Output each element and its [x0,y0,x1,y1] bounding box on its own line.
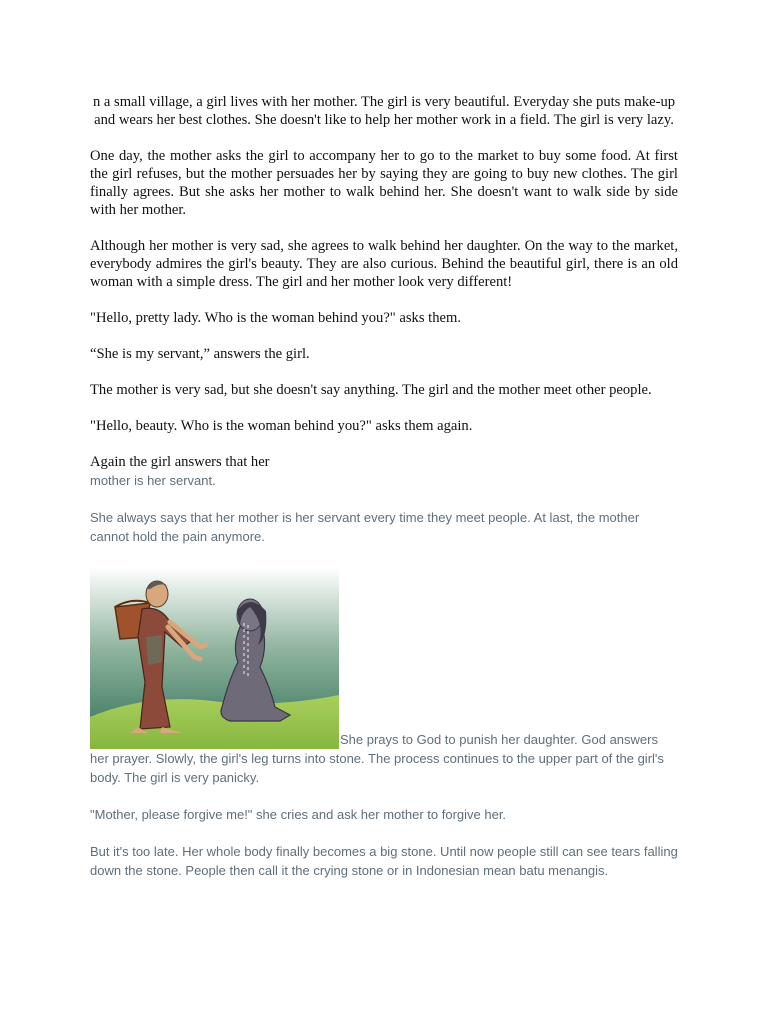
paragraph-market-trip: One day, the mother asks the girl to accompany her to go to the market to buy some food. At first the girl refuses, but the mother persuades her by saying they are going to buy new clothes. The girl finally agrees. But she asks her mother to walk behind her. She doesn't want to walk side by side with her mother. [90,148,678,218]
dialogue-beauty: "Hello, beauty. Who is the woman behind you?" asks them again. [90,418,473,434]
again-answers-sans-part: mother is her servant. [90,473,216,488]
dialogue-mother-forgive: "Mother, please forgive me!" she cries and ask her mother to forgive her. [90,807,507,822]
story-document [90,93,678,880]
paragraph-mother-sad: The mother is very sad, but she doesn't say anything. The girl and the mother meet other people. [90,382,652,398]
mother-and-crying-daughter-illustration [90,567,339,749]
paragraph-intro: n a small village, a girl lives with her mother. The girl is very beautiful. Everyday she puts make-up and wears her best clothes. She doesn't like to help her mother work in a field. The girl is very lazy. [92,94,676,128]
paragraph-again-answers [90,453,678,490]
dialogue-pretty-lady: "Hello, pretty lady. Who is the woman behind you?" asks them. [90,310,462,326]
paragraph-walk-behind: Although her mother is very sad, she agrees to walk behind her daughter. On the way to the market, everybody admires the girl's beauty. They are also curious. Behind the beautiful girl, there is an old woman with a simple dress. The girl and her mother look very different! [90,238,678,290]
again-answers-serif-part: Again the girl answers that her [90,454,270,470]
paragraph-prays-to-god: She prays to God to punish her daughter. God answers her prayer. Slowly, the girl's leg turns into stone. The process continues to the upper part of the girl's body. The girl is very panicky. [90,732,664,785]
illustration-paragraph [90,567,678,787]
paragraph-cannot-hold-pain: She always says that her mother is her servant every time they meet people. At last, the mother cannot hold the pain anymore. [90,510,640,544]
dialogue-servant: “She is my servant,” answers the girl. [90,346,310,362]
paragraph-crying-stone: But it's too late. Her whole body finally becomes a big stone. Until now people still can see tears falling down the stone. People then call it the crying stone or in Indonesian mean batu menangis. [90,844,678,878]
